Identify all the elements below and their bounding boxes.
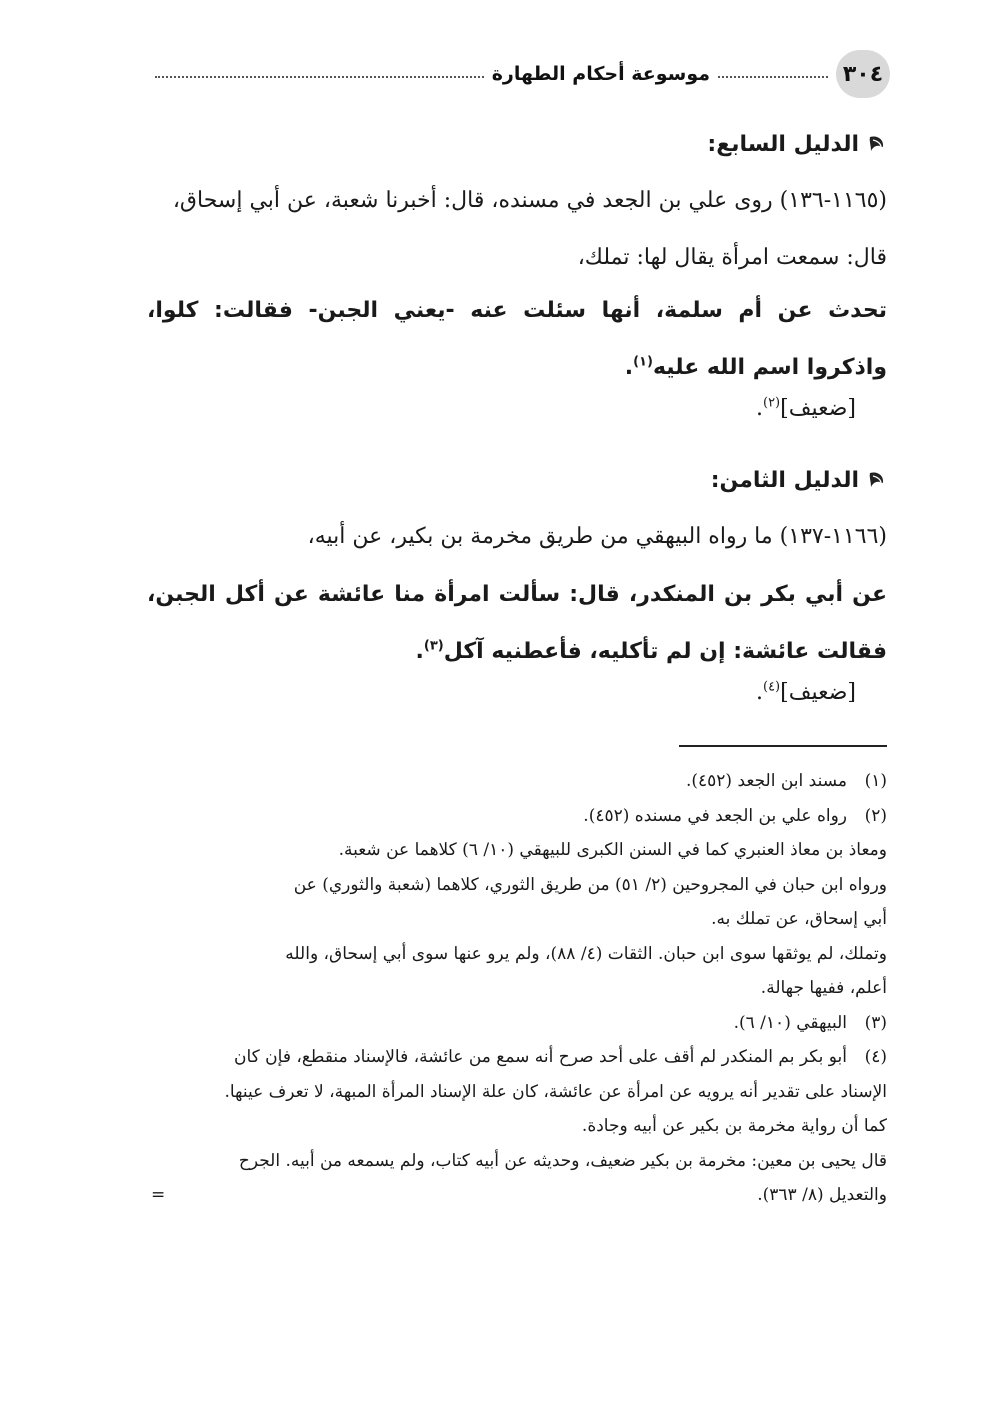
evidence-8-chain — [147, 508, 887, 565]
leaf-ornament-icon — [867, 469, 887, 491]
evidence-7-chain — [147, 172, 887, 286]
footnote-line: والتعديل (٨/ ٣٦٣). — [757, 1185, 887, 1205]
evidence-8-grade-end: . — [755, 680, 763, 705]
evidence-7-chain-line-1: (١١٦٥-١٣٦) روى علي بن الجعد في مسنده، قال: أخبرنا شعبة، عن أبي إسحاق، — [172, 188, 887, 213]
footnote-line: وتملك، لم يوثقها سوى ابن حبان. الثقات (٤/ ٨٨)، ولم يرو عنها سوى أبي إسحاق، والله — [285, 943, 887, 964]
footnote-line: أعلم، ففيها جهالة. — [760, 978, 887, 998]
footnote-last-line — [147, 1178, 887, 1213]
page-number: ٣٠٤ — [836, 50, 890, 98]
footnote-ref-1[interactable]: (١) — [633, 354, 653, 370]
evidence-7-chain-line-2: قال: سمعت امرأة يقال لها: تملك، — [577, 245, 887, 270]
footnote-line: البيهقي (١٠/ ٦). — [733, 1012, 847, 1033]
evidence-7-grade — [756, 396, 856, 421]
footnote-line: أبي إسحاق، عن تملك به. — [711, 909, 887, 929]
evidence-7-hadith — [147, 282, 887, 396]
evidence-8-grade-text: [ضعيف] — [780, 680, 856, 705]
footnote-separator — [679, 745, 887, 747]
footnotes — [147, 764, 887, 1213]
evidence-7-grade-end: . — [755, 396, 763, 421]
heading-evidence-7-text: الدليل السابع: — [707, 131, 859, 157]
footnote-line: ورواه ابن حبان في المجروحين (٢/ ٥١) من طريق الثوري، كلاهما (شعبة والثوري) عن — [293, 874, 887, 895]
page-header — [147, 50, 890, 98]
footnote-4 — [147, 1040, 887, 1075]
evidence-7-grade-text: [ضعيف] — [780, 396, 856, 421]
footnote-ref-4[interactable]: (٤) — [762, 679, 781, 695]
book-title: موسوعة أحكام الطهارة — [491, 63, 710, 85]
footnote-3 — [147, 1006, 887, 1041]
continuation-mark: = — [151, 1185, 166, 1205]
evidence-8-hadith-end: . — [415, 639, 424, 664]
footnote-line: الإسناد على تقدير أنه يرويه عن امرأة عن عائشة، كان علة الإسناد المرأة المبهة، لا تعرف عينها. — [224, 1081, 887, 1102]
evidence-7-hadith-end: . — [624, 355, 634, 380]
footnote-line: مسند ابن الجعد (٤٥٢). — [685, 771, 847, 791]
footnote-number: (٤) — [864, 1047, 887, 1067]
footnote-line: كما أن رواية مخرمة بن بكير عن أبيه وجادة. — [581, 1116, 887, 1136]
footnote-line: رواه علي بن الجعد في مسنده (٤٥٢). — [583, 805, 847, 826]
footnote-number: (١) — [864, 771, 887, 791]
footnote-number: (٣) — [864, 1012, 887, 1033]
footnote-number: (٢) — [864, 805, 887, 826]
heading-evidence-8-text: الدليل الثامن: — [710, 467, 859, 493]
leaf-ornament-icon — [867, 133, 887, 155]
footnote-line: ومعاذ بن معاذ العنبري كما في السنن الكبرى للبيهقي (١٠/ ٦) كلاهما عن شعبة. — [338, 840, 887, 860]
heading-evidence-7 — [707, 124, 887, 164]
footnote-line: قال يحيى بن معين: مخرمة بن بكير ضعيف، وحديثه عن أبيه كتاب، ولم يسمعه من أبيه. الجرح — [238, 1150, 887, 1171]
footnote-2-continued — [147, 833, 887, 1006]
evidence-8-grade — [756, 680, 856, 705]
heading-evidence-8 — [711, 460, 887, 500]
evidence-8-hadith — [147, 566, 887, 680]
footnote-2 — [147, 799, 887, 834]
evidence-8-chain-line-1: (١١٦٦-١٣٧) ما رواه البيهقي من طريق مخرمة بن بكير، عن أبيه، — [307, 524, 887, 549]
footnote-ref-3[interactable]: (٣) — [423, 638, 444, 654]
footnote-ref-2[interactable]: (٢) — [762, 395, 781, 411]
footnote-4-continued — [147, 1075, 887, 1213]
header-dotted-leader-right — [718, 76, 828, 78]
header-dotted-leader-left — [155, 76, 484, 78]
footnote-1 — [147, 764, 887, 799]
footnote-line: أبو بكر بم المنكدر لم أقف على أحد صرح أنه سمع من عائشة، فالإسناد منقطع، فإن كان — [234, 1047, 847, 1067]
evidence-7-hadith-text: تحدث عن أم سلمة، أنها سئلت عنه -يعني الجبن- فقالت: كلوا، واذكروا اسم الله عليه — [147, 298, 887, 380]
evidence-8-hadith-text: عن أبي بكر بن المنكدر، قال: سألت امرأة منا عائشة عن أكل الجبن، فقالت عائشة: إن لم تأكليه، فأعطنيه آكل — [147, 582, 887, 664]
